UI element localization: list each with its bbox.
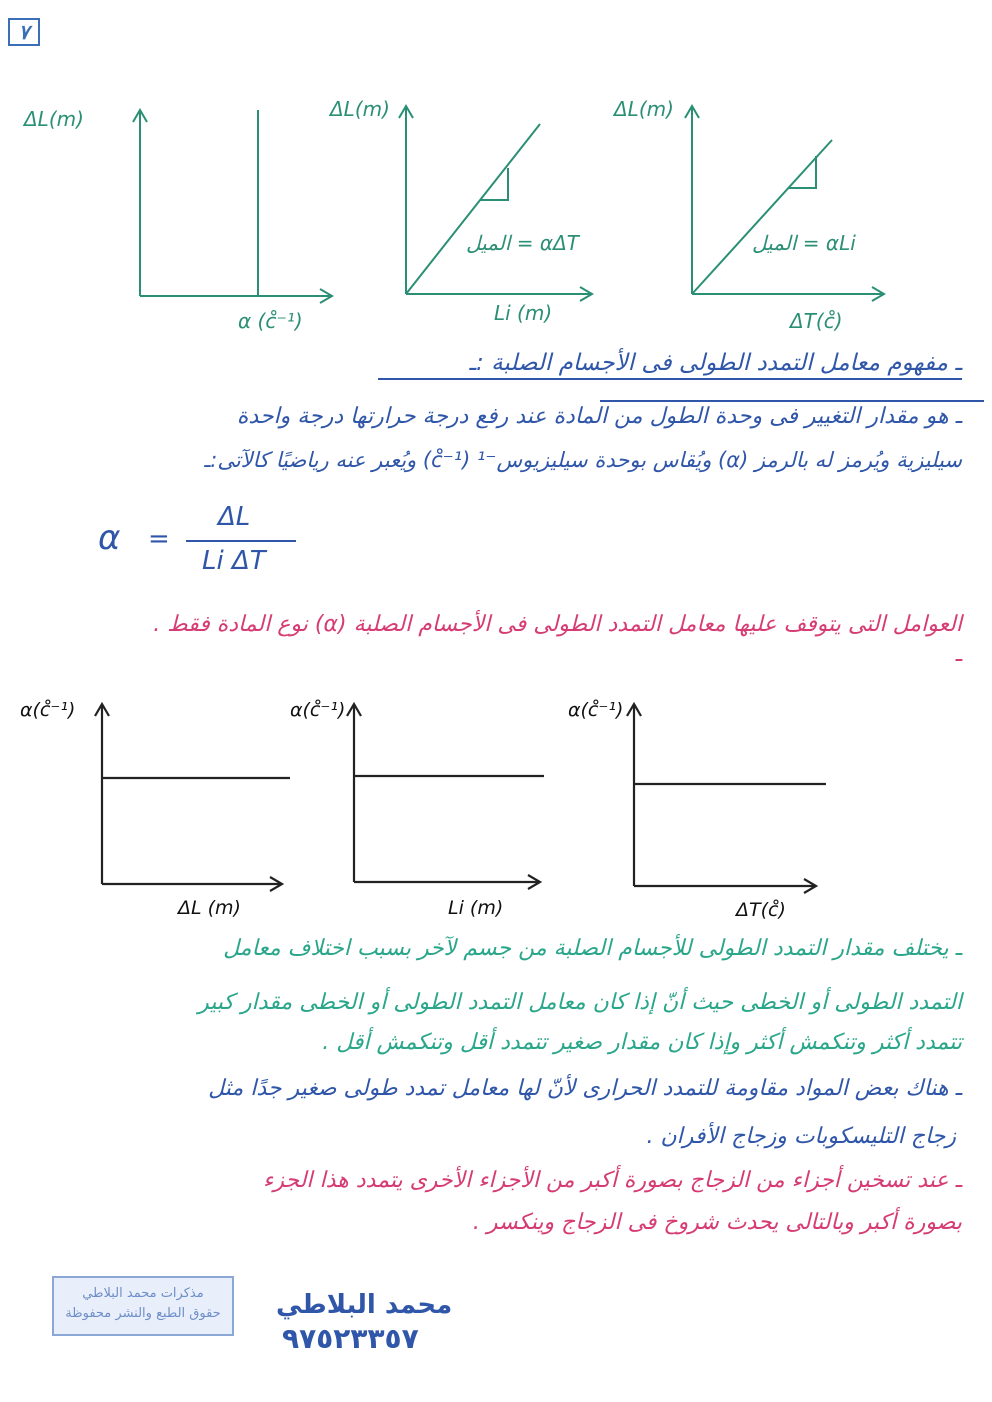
green-paragraph-line-3: تتمدد أكثر وتنكمش أكثر وإذا كان مقدار صغير تتمدد أقل وتنكمش أقل .	[322, 1030, 962, 1055]
green-paragraph-line-2: التمدد الطولى أو الخطى حيث أنّ إذا كان معامل التمدد الطولى أو الخطى مقدار كبير	[198, 990, 962, 1015]
factors-bullet: ـ	[955, 642, 962, 667]
definition-line-2: سيليزية ويُرمز له بالرمز (α) ويُقاس بوحدة سيليزيوس⁻¹ (c̊⁻¹) ويُعبر عنه رياضيًا كالآتى:ـ	[204, 448, 962, 472]
y-axis-label: α(c̊⁻¹)	[20, 699, 76, 721]
x-axis-label: Li (m)	[494, 301, 553, 325]
graph-deltaL-vs-deltaT	[612, 96, 902, 340]
x-axis-label: ΔL (m)	[178, 897, 241, 919]
graph-alpha-vs-deltaL	[18, 694, 298, 924]
green-paragraph-line-1: ـ يختلف مقدار التمدد الطولى للأجسام الصلبة من جسم لآخر بسبب اختلاف معامل	[223, 936, 962, 961]
graph-alpha-vs-Li	[288, 694, 558, 924]
y-axis-label: ΔL(m)	[614, 97, 674, 121]
graph-alpha-vs-deltaT	[566, 694, 846, 926]
copyright-stamp	[52, 1276, 234, 1336]
y-axis-label: α(c̊⁻¹)	[568, 699, 624, 721]
x-axis-label: Li (m)	[448, 897, 504, 919]
author-phone: ٩٧٥٢٣٣٥٧	[282, 1322, 419, 1355]
y-axis-label: α(c̊⁻¹)	[290, 699, 346, 721]
definition-line-1: ـ هو مقدار التغيير فى وحدة الطول من المادة عند رفع درجة حرارتها درجة واحدة	[236, 404, 962, 429]
formula-equals: =	[148, 524, 170, 554]
graph-deltaL-vs-alpha	[20, 100, 350, 340]
slope-label: الميل = αLi	[752, 231, 856, 255]
graph-deltaL-vs-Li	[328, 96, 628, 340]
y-axis-label: ΔL(m)	[330, 97, 390, 121]
y-axis-label: ΔL(m)	[24, 107, 84, 131]
heading-underline	[378, 378, 962, 380]
stamp-line-2: حقوق الطبع والنشر محفوظة	[65, 1306, 221, 1321]
page-number: ٧	[8, 18, 40, 46]
section-heading: ـ مفهوم معامل التمدد الطولى فى الأجسام الصلبة :ـ	[469, 350, 962, 376]
formula-numerator: ΔL	[218, 502, 251, 532]
x-axis-label: α (c̊⁻¹)	[238, 309, 303, 333]
heading-underline-2	[600, 400, 984, 402]
pink-paragraph-line-2: بصورة أكبر وبالتالى يحدث شروخ فى الزجاج وينكسر .	[472, 1210, 962, 1235]
factors-line: العوامل التى يتوقف عليها معامل التمدد الطولى فى الأجسام الصلبة (α) نوع المادة فقط .	[153, 612, 962, 637]
formula	[98, 502, 308, 582]
formula-lhs: α	[98, 518, 121, 558]
fraction-bar	[186, 540, 296, 542]
stamp-line-1: مذكرات محمد البلاطي	[82, 1286, 204, 1301]
formula-denominator: Li ΔT	[202, 546, 266, 576]
blue-paragraph-line-2: زجاج التليسكوبات وزجاج الأفران .	[646, 1124, 956, 1149]
x-axis-label: ΔT(c̊)	[790, 309, 843, 333]
blue-paragraph-line-1: ـ هناك بعض المواد مقاومة للتمدد الحرارى لأنّ لها معامل تمدد طولى صغير جدًا مثل	[208, 1076, 962, 1101]
slope-label: الميل = αΔT	[466, 231, 579, 255]
author-name: محمد البلاطي	[276, 1290, 453, 1320]
pink-paragraph-line-1: ـ عند تسخين أجزاء من الزجاج بصورة أكبر من الأجزاء الأخرى يتمدد هذا الجزء	[263, 1168, 962, 1193]
x-axis-label: ΔT(c̊)	[736, 899, 786, 921]
